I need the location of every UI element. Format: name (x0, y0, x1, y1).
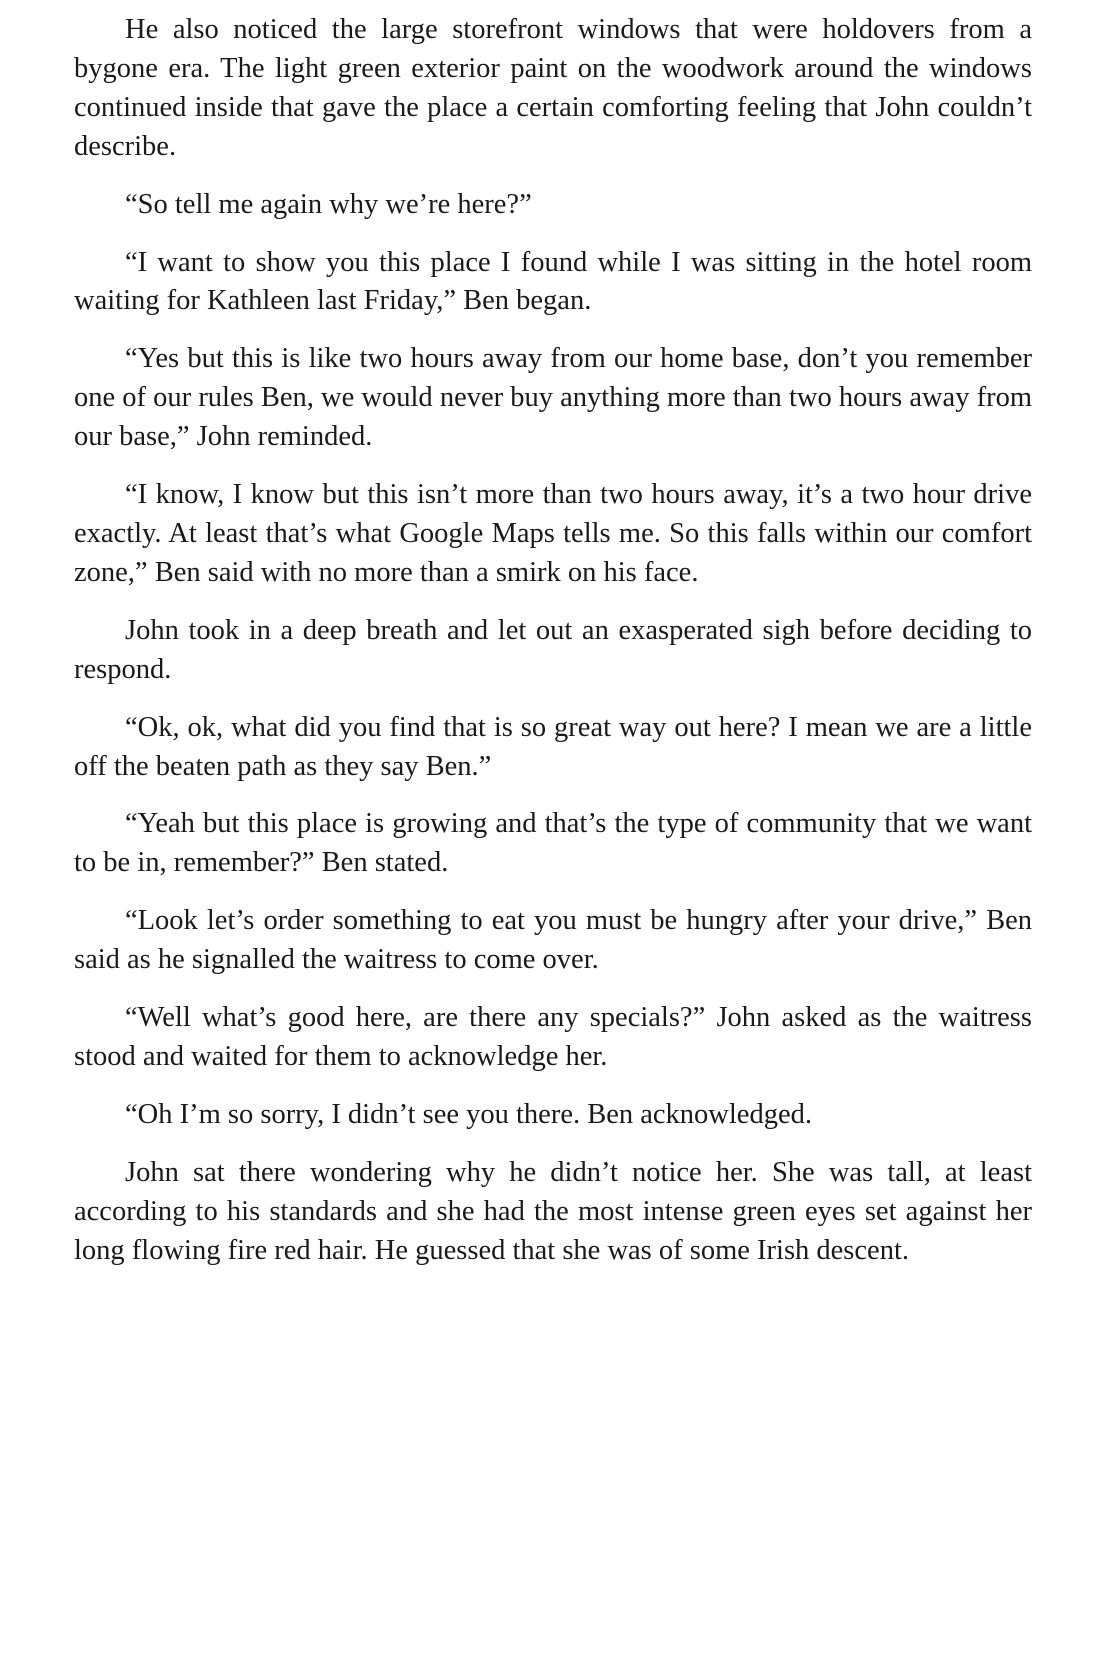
paragraph-12: John sat there wondering why he didn’t notice her. She was tall, at least according to his standards and she had the most intense green eyes set against her long flowing fire red hair. He guessed that she was of some Irish descent. (74, 1156, 1032, 1266)
book-page (74, 11, 1032, 1289)
paragraph-8: “Yeah but this place is growing and that’s the type of community that we want to be in, remember?” Ben stated. (74, 808, 1032, 879)
paragraph-4: “Yes but this is like two hours away from our home base, don’t you remember one of our rules Ben, we would never buy anything more than two hours away from our base,” John reminded. (74, 343, 1032, 453)
paragraph-2: “So tell me again why we’re here?” (125, 188, 532, 220)
paragraph-11: “Oh I’m so sorry, I didn’t see you there. Ben acknowledged. (125, 1098, 812, 1130)
paragraph-9: “Look let’s order something to eat you must be hungry after your drive,” Ben said as he signalled the waitress to come over. (74, 905, 1032, 976)
paragraph-10: “Well what’s good here, are there any specials?” John asked as the waitress stood and waited for them to acknowledge her. (74, 1002, 1032, 1072)
paragraph-3: “I want to show you this place I found while I was sitting in the hotel room waiting for Kathleen last Friday,” Ben began. (74, 246, 1032, 317)
paragraph-7: “Ok, ok, what did you find that is so great way out here? I mean we are a little off the beaten path as they say Ben.” (74, 711, 1032, 782)
paragraph-1: He also noticed the large storefront windows that were holdovers from a bygone era. The light green exterior paint on the woodwork around the windows continued inside that gave the place a certain comforting feeling that John couldn’t describe. (74, 14, 1032, 162)
paragraph-5: “I know, I know but this isn’t more than two hours away, it’s a two hour drive exactly. At least that’s what Google Maps tells me. So this falls within our comfort zone,” Ben said with no more than a smirk on his face. (74, 479, 1032, 588)
paragraph-6: John took in a deep breath and let out an exasperated sigh before deciding to respond. (74, 614, 1032, 685)
